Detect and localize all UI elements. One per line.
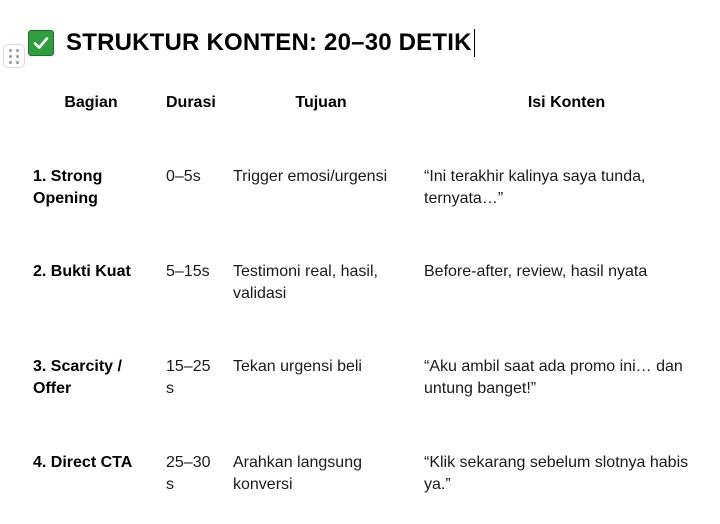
table-cell-isi: Before-after, review, hasil nyata [424, 263, 648, 280]
drag-dot [9, 61, 12, 64]
check-mark-button-icon [28, 30, 54, 56]
drag-dot [16, 55, 19, 58]
table-cell-tujuan: Arahkan langsung konversi [233, 454, 362, 493]
table-cell-bagian: 3. Scarcity / Offer [33, 358, 122, 397]
table-cell-isi: “Klik sekarang sebelum slotnya habis ya.” [424, 454, 689, 493]
drag-dot [9, 49, 12, 52]
table-cell-durasi: 0–5s [166, 168, 201, 185]
table-cell-durasi: 5–15s [166, 263, 210, 280]
page-heading[interactable] [28, 26, 475, 60]
table-cell-tujuan: Tekan urgensi beli [233, 358, 362, 375]
column-header-isi-konten: Isi Konten [527, 94, 606, 111]
column-header-durasi: Durasi [166, 94, 216, 111]
table-cell-tujuan: Trigger emosi/urgensi [233, 168, 388, 185]
drag-dot [16, 49, 19, 52]
table-cell-bagian: 1. Strong Opening [33, 168, 103, 207]
table-cell-durasi: 25–30 s [166, 454, 211, 493]
block-drag-handle[interactable] [3, 44, 25, 68]
table-cell-bagian: 4. Direct CTA [33, 454, 133, 471]
table-cell-tujuan: Testimoni real, hasil, validasi [233, 263, 378, 302]
column-header-bagian: Bagian [64, 94, 118, 111]
drag-dot [9, 55, 12, 58]
table-cell-isi: “Ini terakhir kalinya saya tunda, ternyata…” [424, 168, 646, 207]
column-header-tujuan: Tujuan [295, 94, 347, 111]
table-cell-isi: “Aku ambil saat ada promo ini… dan untung banget!” [424, 358, 683, 397]
table-cell-bagian: 2. Bukti Kuat [33, 263, 131, 280]
heading-title[interactable]: STRUKTUR KONTEN: 20–30 DETIK [66, 29, 472, 56]
text-cursor [474, 29, 476, 57]
table-cell-durasi: 15–25 s [166, 358, 211, 397]
drag-dot [16, 61, 19, 64]
